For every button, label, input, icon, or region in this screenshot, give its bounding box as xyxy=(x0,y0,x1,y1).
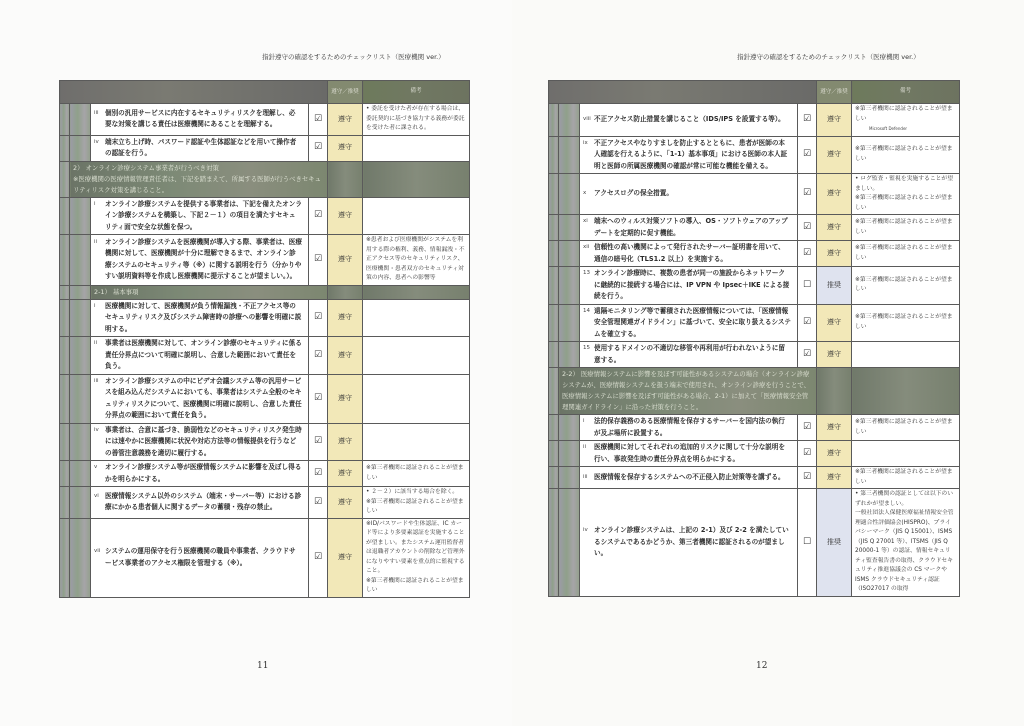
section-margin xyxy=(60,104,70,136)
item-margin xyxy=(559,136,580,174)
checklist-table xyxy=(59,80,470,598)
table-row xyxy=(549,174,960,215)
item-description: 個別の汎用サービスに内在するセキュリティリスクを理解し、必要な対策を講じる責任は医療機関にあることを理解する。 xyxy=(105,108,296,129)
item-number: i xyxy=(94,200,96,207)
section-margin xyxy=(60,285,70,299)
remark-text: ※第三者機関に認証されることが望ましい xyxy=(366,498,464,514)
section-heading-line: ※医療機関の医療情報管理責任者は、下記を踏まえて、所属する医師が行うべきセキュリティリスク対策を講じること。 xyxy=(73,174,322,194)
status-label: 遵守 xyxy=(328,423,363,461)
checked-checkbox[interactable]: ☑ xyxy=(309,235,328,286)
table-row xyxy=(549,267,960,305)
status-label: 遵守 xyxy=(817,415,852,441)
subsection-margin xyxy=(70,285,91,299)
item-margin xyxy=(70,135,91,161)
item-margin xyxy=(559,415,580,441)
section-margin xyxy=(549,136,559,174)
item-margin xyxy=(70,423,91,461)
section-heading-line: 2） オンライン診療システム事業者が行うべき対策 xyxy=(73,163,219,172)
checked-checkbox[interactable]: ☑ xyxy=(798,241,817,267)
section-margin xyxy=(549,489,559,597)
item-description: 不正アクセスやなりすましを防止するとともに、患者が医師の本人確認を行えるように、「1-1）基本事項」における医師の本人証明と医師の所属医療機関の確認が常に可能な機能を備える。 xyxy=(594,138,788,170)
item-description: 使用するドメインの不適切な移管や再利用が行われないように留意する。 xyxy=(594,344,786,364)
item-description: アクセスログの保全措置。 xyxy=(594,189,673,198)
section-row xyxy=(60,285,470,299)
remarks-cell xyxy=(852,267,960,305)
section-margin xyxy=(549,174,559,215)
requirement-text xyxy=(91,337,309,375)
section-margin xyxy=(60,135,70,161)
section-margin xyxy=(60,337,70,375)
section-margin xyxy=(60,161,70,197)
item-number: ii xyxy=(583,444,587,450)
table-row xyxy=(549,104,960,137)
remark-text: ※ID/パスワードや生体認証、IC カード等により多要素認証を実施することが望ましい。またシステム運用監督者は退職者アカウントの削除など管理外になりやすい要素を重点的に監視すること。 xyxy=(366,520,465,574)
requirement-text xyxy=(91,461,309,487)
remark-text: ※第三者機関に認証されることが望ましい xyxy=(855,314,953,330)
requirement-text xyxy=(580,174,798,215)
remark-text: ※第三者機関に認証されることが望ましい xyxy=(855,245,953,261)
status-label: 推奨 xyxy=(817,267,852,305)
requirement-text xyxy=(91,235,309,286)
section-margin xyxy=(549,241,559,267)
status-label: 遵守 xyxy=(328,104,363,136)
document-header: 指針遵守の確認をするためのチェックリスト（医療機関 ver.） xyxy=(737,53,920,61)
status-label: 遵守 xyxy=(328,374,363,423)
remark-text: 一般社団法人保健医療福祉情報安全管理適合性評価協会(HISPRO)、プライバシーマーク（JIS Q 15001）、ISMS（JIS Q 27001 等）、ITSMS（JIS Q 20000-1 等）の認証、情報セキュリティ監査報告書の取得、クラウドセキュリティ推進協議会の CS マークや ISMS クラウドセキュリティ認証（ISO27017 の取得 xyxy=(855,510,954,592)
checked-checkbox[interactable]: ☑ xyxy=(309,487,328,519)
section-margin xyxy=(60,423,70,461)
item-description: システムの運用保守を行う医療機関の職員や事業者、クラウドサービス事業者のアクセス権限を管理する（※）。 xyxy=(105,547,296,567)
checked-checkbox[interactable]: ☑ xyxy=(309,104,328,136)
remark-text: • ログ監査・監視を実施することが望ましい。 xyxy=(855,176,954,192)
section-margin xyxy=(549,304,559,342)
remarks-cell xyxy=(852,489,960,597)
requirement-text xyxy=(580,342,798,368)
item-number: iv xyxy=(94,426,99,433)
remarks-cell xyxy=(852,467,960,489)
item-number: iii xyxy=(94,377,99,384)
remark-text: • 委託を受けた者が存在する場合は、委託契約に基づき協力する義務が委託を受けた者に課される。 xyxy=(366,106,465,131)
subsection-heading: 2-1） 基本事項 xyxy=(91,285,328,299)
header-remarks: 備考 xyxy=(363,81,470,104)
requirement-text xyxy=(91,374,309,423)
remark-text: ※第三者機関に認証されることが望ましい xyxy=(366,577,464,593)
requirement-text xyxy=(91,518,309,597)
status-label: 推奨 xyxy=(817,489,852,597)
requirement-text xyxy=(580,136,798,174)
requirement-text xyxy=(580,467,798,489)
section-margin xyxy=(60,197,70,235)
section-margin xyxy=(549,368,559,415)
section-margin xyxy=(549,342,559,368)
item-description: 不正アクセス防止措置を講じること（IDS/IPS を設置する等）。 xyxy=(594,115,785,123)
section-remarks-fill xyxy=(363,161,470,197)
table-row xyxy=(60,461,470,487)
remark-text: ※第三者機関に認証されることが望ましい xyxy=(366,465,464,481)
item-number: ix xyxy=(583,139,588,146)
table-row xyxy=(60,104,470,136)
header-remarks: 備考 xyxy=(852,81,960,104)
remarks-cell xyxy=(363,487,470,519)
remark-text: ※第三者機関に認証されることが望ましい xyxy=(855,195,953,211)
status-label: 遵守 xyxy=(817,174,852,215)
item-margin xyxy=(70,235,91,286)
section-margin xyxy=(60,235,70,286)
item-description: 医療情報システム以外のシステム（端末・サーバー等）における診療にかかる患者個人に関するデータの蓄積・残存の禁止。 xyxy=(105,491,302,512)
remarks-cell xyxy=(852,304,960,342)
item-description: 遠隔モニタリング等で蓄積された医療情報については、「医療情報安全管理関連ガイドライン」に基づいて、安全に取り扱えるシステムを確立する。 xyxy=(594,306,791,338)
checked-checkbox[interactable]: ☑ xyxy=(798,215,817,241)
status-label: 遵守 xyxy=(328,135,363,161)
item-number: x xyxy=(583,190,587,197)
section-status-fill xyxy=(328,285,363,299)
item-number: vii xyxy=(94,548,101,554)
checked-checkbox[interactable]: ☑ xyxy=(798,415,817,441)
item-number: xii xyxy=(583,244,590,250)
remarks-cell xyxy=(363,461,470,487)
section-margin xyxy=(549,441,559,467)
table-row xyxy=(60,299,470,337)
table-row xyxy=(549,304,960,342)
section-margin xyxy=(549,467,559,489)
requirement-text xyxy=(91,197,309,235)
remarks-cell xyxy=(852,136,960,174)
remark-text: ※第三者機関に認証されることが望ましい xyxy=(855,106,953,122)
item-description: 医療機関に対して、医療機関が負う情報漏洩・不正アクセス等のセキュリティリスク及びシステム障害時の診療への影響を明確に説明する。 xyxy=(105,301,302,333)
remark-text: ※第三者機関に認証されることが望ましい xyxy=(855,419,953,435)
requirement-text xyxy=(580,415,798,441)
status-label: 遵守 xyxy=(817,441,852,467)
checked-checkbox[interactable]: ☑ xyxy=(309,135,328,161)
requirement-text xyxy=(580,267,798,305)
section-margin xyxy=(549,104,559,137)
checked-checkbox[interactable]: ☑ xyxy=(309,461,328,487)
checked-checkbox[interactable]: ☑ xyxy=(309,299,328,337)
checklist-table xyxy=(548,80,960,597)
item-number: vi xyxy=(94,492,99,499)
section-heading xyxy=(70,161,328,197)
item-margin xyxy=(70,487,91,519)
item-number: 15 xyxy=(583,345,590,351)
header-blank xyxy=(60,81,328,104)
item-number: i xyxy=(94,302,96,309)
remarks-cell xyxy=(363,423,470,461)
item-number: ii xyxy=(94,238,98,245)
item-description: 医療情報を保存するシステムへの不正侵入防止対策等を講ずる。 xyxy=(594,472,785,481)
table-row xyxy=(549,441,960,467)
remark-text: • 第三者機関の認証としては以下のいずれかが望ましい。 xyxy=(855,491,954,507)
item-number: 13 xyxy=(583,270,590,276)
checked-checkbox[interactable]: ☑ xyxy=(798,441,817,467)
checked-checkbox[interactable]: ☑ xyxy=(798,342,817,368)
checked-checkbox[interactable]: ☑ xyxy=(309,337,328,375)
checked-checkbox[interactable]: ☑ xyxy=(309,518,328,597)
section-margin xyxy=(549,415,559,441)
remarks-cell xyxy=(852,104,960,137)
status-label: 遵守 xyxy=(328,518,363,597)
item-description: オンライン診療システムは、上記の 2-1）及び 2-2 を満たしているシステムであるかどうか、第三者機関に認証されるのが望ましい。 xyxy=(594,526,789,557)
section-margin xyxy=(60,461,70,487)
status-label: 遵守 xyxy=(817,215,852,241)
item-number: iv xyxy=(583,527,588,533)
requirement-text xyxy=(580,104,798,137)
page-number: 12 xyxy=(756,661,768,671)
table-row xyxy=(549,241,960,267)
status-label: 遵守 xyxy=(328,487,363,519)
section-remarks-fill xyxy=(852,368,960,415)
item-margin xyxy=(559,241,580,267)
remarks-cell xyxy=(852,174,960,215)
table-row xyxy=(60,135,470,161)
item-number: i xyxy=(583,418,585,424)
status-label: 遵守 xyxy=(328,337,363,375)
requirement-text xyxy=(580,489,798,597)
item-description: 信頼性の高い機関によって発行されたサーバー証明書を用いて、通信の暗号化（TLS1.2 以上）を実施する。 xyxy=(594,243,785,263)
status-label: 遵守 xyxy=(328,235,363,286)
remark-text: ※第三者機関に認証されることが望ましい xyxy=(855,146,953,162)
item-description: 事業者は医療機関に対して、オンライン診療のセキュリティに係る責任分界点について明確に説明し、合意した範囲において責任を負う。 xyxy=(105,339,302,370)
item-margin xyxy=(559,174,580,215)
header-status: 遵守／推奨 xyxy=(328,81,363,104)
section-status-fill xyxy=(328,161,363,197)
remark-text: • ２－２）に該当する場合を除く。 xyxy=(366,489,459,495)
section-row xyxy=(549,368,960,415)
requirement-text xyxy=(580,304,798,342)
status-label: 遵守 xyxy=(817,342,852,368)
unchecked-checkbox[interactable]: ☐ xyxy=(798,489,817,597)
status-label: 遵守 xyxy=(817,241,852,267)
item-margin xyxy=(70,337,91,375)
item-margin xyxy=(559,304,580,342)
item-margin xyxy=(70,374,91,423)
section-margin xyxy=(60,374,70,423)
checked-checkbox[interactable]: ☑ xyxy=(309,197,328,235)
remarks-cell xyxy=(363,104,470,136)
remarks-cell xyxy=(363,197,470,235)
item-number: iv xyxy=(94,138,99,145)
item-description: 端末へのウィルス対策ソフトの導入、OS・ソフトウェアのアップデートを定期的に促す機能。 xyxy=(594,217,788,237)
document-page-12 xyxy=(512,0,1024,726)
section-heading xyxy=(559,368,817,415)
table-row xyxy=(60,374,470,423)
item-margin xyxy=(70,299,91,337)
requirement-text xyxy=(580,441,798,467)
section-margin xyxy=(549,267,559,305)
status-label: 遵守 xyxy=(817,304,852,342)
item-description: 事業者は、合意に基づき、脆弱性などのセキュリティリスク発生時には速やかに医療機関に状況や対応方法等の情報提供を行うなどの善管注意義務を適切に履行する。 xyxy=(105,425,302,457)
table-row xyxy=(60,197,470,235)
remarks-cell xyxy=(852,441,960,467)
item-margin xyxy=(559,467,580,489)
table-row xyxy=(60,337,470,375)
requirement-text xyxy=(91,423,309,461)
status-label: 遵守 xyxy=(328,461,363,487)
remarks-cell xyxy=(363,518,470,597)
requirement-text xyxy=(91,104,309,136)
item-description: オンライン診療システムの中にビデオ会議システム等の汎用サービスを組み込んだシステムにおいても、事業者はシステム全般のセキュリティリスクについて、医療機関に明確に説明し、合意した責任分界点の範囲において責任を負う。 xyxy=(105,376,302,419)
item-number: iii xyxy=(583,473,588,480)
checked-checkbox[interactable]: ☑ xyxy=(798,174,817,215)
handwritten-note: Microsoft Defender xyxy=(869,126,908,131)
section-margin xyxy=(549,215,559,241)
section-heading-line: 2-2） 医療情報システムに影響を及ぼす可能性があるシステムの場合（オンライン診療システムが、医療情報システムを扱う端末で使用され、オンライン診療を行うことで、医療情報システムに影響を及ぼす可能性がある場合、2-1）に加えて「医療情報安全管理関連ガイドライン」に沿った対策を行うこと。 xyxy=(562,370,811,411)
unchecked-checkbox[interactable]: ☐ xyxy=(798,267,817,305)
item-number: iii xyxy=(94,109,99,116)
header-status: 遵守／推奨 xyxy=(817,81,852,104)
remark-text: ※第三者機関に認証されることが望ましい xyxy=(855,276,953,293)
table-row xyxy=(60,518,470,597)
item-description: オンライン診療時に、複数の患者が同一の施設からネットワークに継続的に接続する場合には、IP VPN や Ipsec＋IKE による接続を行う。 xyxy=(594,269,790,300)
item-margin xyxy=(559,267,580,305)
remark-text: ※第三者機関に認証されることが望ましい xyxy=(855,219,953,235)
remarks-cell xyxy=(852,215,960,241)
section-status-fill xyxy=(817,368,852,415)
checked-checkbox[interactable]: ☑ xyxy=(798,136,817,174)
table-row xyxy=(549,136,960,174)
remarks-cell xyxy=(363,235,470,286)
item-number: viii xyxy=(583,116,591,122)
table-row xyxy=(60,235,470,286)
page-number: 11 xyxy=(257,661,269,671)
requirement-text xyxy=(91,299,309,337)
remarks-cell xyxy=(363,374,470,423)
item-number: v xyxy=(94,464,98,470)
item-description: 医療機関に対してそれぞれの追加的リスクに関して十分な説明を行い、事故発生時の責任分界点を明らかにする。 xyxy=(594,443,786,463)
status-label: 遵守 xyxy=(817,136,852,174)
table-row xyxy=(549,215,960,241)
section-margin xyxy=(60,299,70,337)
requirement-text xyxy=(580,241,798,267)
item-description: オンライン診療システムを医療機関が導入する際、事業者は、医療機関に対して、医療機関が十分に理解できるまで、オンライン診療システムのセキュリティ等（※）に関する説明を行う（分かりやすい説明資料等を作成し医療機関に提示することが望ましい。）。 xyxy=(105,237,302,281)
item-margin xyxy=(70,518,91,597)
table-row xyxy=(549,342,960,368)
item-description: 法的保存義務のある医療情報を保存するサーバーを国内法の執行が及ぶ場所に設置する。 xyxy=(594,417,785,437)
item-margin xyxy=(70,197,91,235)
checked-checkbox[interactable]: ☑ xyxy=(798,104,817,137)
checked-checkbox[interactable]: ☑ xyxy=(798,304,817,342)
status-label: 遵守 xyxy=(817,467,852,489)
section-row xyxy=(60,161,470,197)
remarks-cell xyxy=(852,241,960,267)
checked-checkbox[interactable]: ☑ xyxy=(798,467,817,489)
item-margin xyxy=(70,461,91,487)
item-margin xyxy=(559,489,580,597)
header-blank xyxy=(549,81,817,104)
remark-text: ※第三者機関に認証されることが望ましい xyxy=(855,469,953,485)
remarks-cell xyxy=(363,337,470,375)
item-number: xi xyxy=(583,218,588,224)
checked-checkbox[interactable]: ☑ xyxy=(309,374,328,423)
item-margin xyxy=(559,104,580,137)
document-header: 指針遵守の確認をするためのチェックリスト（医療機関 ver.） xyxy=(262,53,445,61)
item-margin xyxy=(559,215,580,241)
table-row xyxy=(549,489,960,597)
table-row xyxy=(549,415,960,441)
section-remarks-fill xyxy=(363,285,470,299)
remarks-cell xyxy=(852,415,960,441)
item-description: オンライン診療システム等が医療情報システムに影響を及ぼし得るかを明らかにする。 xyxy=(105,463,302,483)
requirement-text xyxy=(91,487,309,519)
item-number: ii xyxy=(94,340,98,346)
item-margin xyxy=(70,104,91,136)
remarks-cell xyxy=(363,299,470,337)
table-row xyxy=(60,423,470,461)
item-margin xyxy=(559,342,580,368)
status-label: 遵守 xyxy=(328,299,363,337)
requirement-text xyxy=(91,135,309,161)
checked-checkbox[interactable]: ☑ xyxy=(309,423,328,461)
section-margin xyxy=(60,487,70,519)
remarks-cell xyxy=(852,342,960,368)
item-number: 14 xyxy=(583,307,590,314)
status-label: 遵守 xyxy=(817,104,852,137)
requirement-text xyxy=(580,215,798,241)
item-margin xyxy=(559,441,580,467)
item-description: オンライン診療システムを提供する事業者は、下記を備えたオンライン診療システムを構築し、下記２－１）の項目を満たすセキュリティ面で安全な状態を保つ。 xyxy=(105,199,302,231)
status-label: 遵守 xyxy=(328,197,363,235)
item-description: 端末立ち上げ時、パスワード認証や生体認証などを用いて操作者の認証を行う。 xyxy=(105,137,297,157)
remark-text: ※患者および医療機関がシステムを利用する際の権利、義務、情報漏洩・不正アクセス等のセキュリティリスク、医療機関・患者双方のセキュリティ対策の内容、患者への影響等 xyxy=(366,237,465,281)
table-row xyxy=(60,487,470,519)
section-margin xyxy=(60,518,70,597)
remarks-cell xyxy=(363,135,470,161)
table-row xyxy=(549,467,960,489)
